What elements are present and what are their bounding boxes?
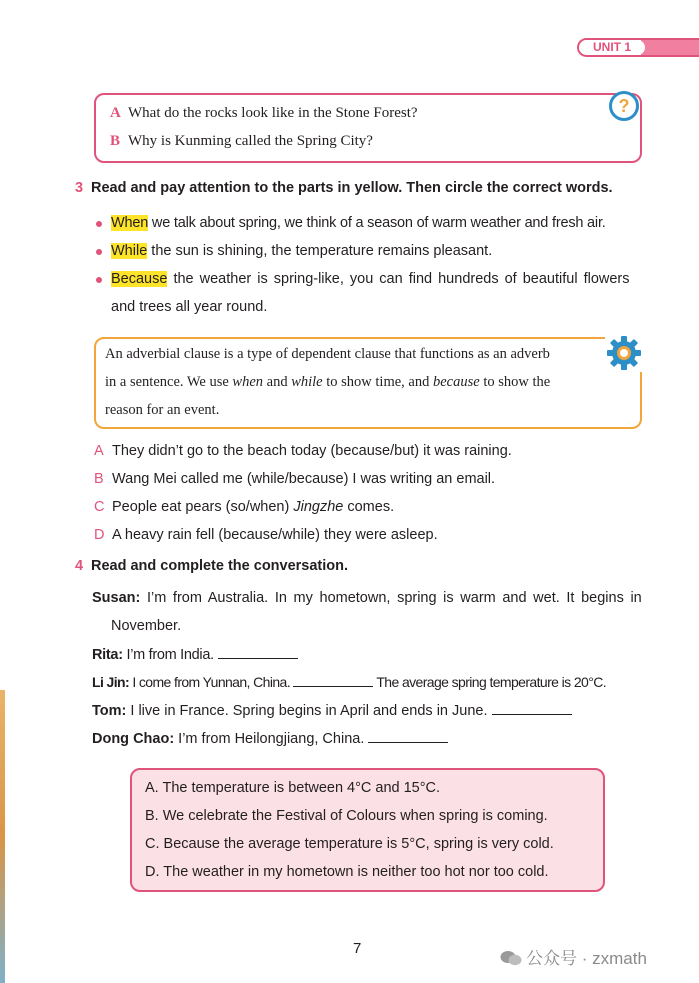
option-d: D. The weather in my hometown is neither too hot nor too cold. <box>145 864 549 880</box>
question-letter: C <box>94 499 105 515</box>
grammar-text: in a sentence. We use <box>105 374 233 390</box>
answer-blank[interactable] <box>368 730 448 743</box>
example-2 <box>111 243 492 259</box>
unit-tag <box>577 38 699 57</box>
answer-blank[interactable] <box>218 646 298 659</box>
grammar-text: and <box>263 374 292 390</box>
bullet-dot <box>96 221 102 227</box>
example-text: the weather is spring-like, you can find hundreds of beautiful flowers <box>167 271 630 287</box>
question-text: A heavy rain fell (because/while) they were asleep. <box>112 527 438 543</box>
exercise-number: 4 <box>75 558 84 574</box>
speaker-text: The average spring temperature is 20°C. <box>373 674 606 690</box>
option-c: C. Because the average temperature is 5°C, spring is very cold. <box>145 836 554 852</box>
conversation-line-li-jin <box>92 674 606 690</box>
speaker-name: Susan: <box>92 590 141 606</box>
unit-label: UNIT 1 <box>579 40 645 55</box>
exercise-3-question-b <box>94 471 495 487</box>
question-text: What do the rocks look like in the Stone Forest? <box>128 105 418 121</box>
bullet-dot <box>96 249 102 255</box>
bullet-dot <box>96 277 102 283</box>
example-3 <box>111 271 630 287</box>
question-box <box>94 93 642 163</box>
question-italic-term: Jingzhe <box>293 499 344 515</box>
speaker-name: Rita: <box>92 647 123 663</box>
question-text: Wang Mei called me (while/because) I was writing an email. <box>112 471 496 487</box>
question-letter: B <box>110 133 121 149</box>
grammar-keyword: when <box>232 374 264 390</box>
question-text: Why is Kunming called the Spring City? <box>128 133 373 149</box>
wechat-icon <box>500 950 522 966</box>
speaker-text: I come from Yunnan, China. <box>129 674 294 690</box>
exercise-title: Read and pay attention to the parts in yellow. Then circle the correct words. <box>91 180 613 196</box>
watermark <box>500 944 647 969</box>
option-a: A. The temperature is between 4°C and 15°C. <box>145 780 441 796</box>
highlighted-word: Because <box>111 271 168 287</box>
conversation-line-rita <box>92 646 298 663</box>
speaker-text: I’m from Heilongjiang, China. <box>174 731 369 747</box>
grammar-line-3: reason for an event. <box>105 402 220 418</box>
question-letter: A <box>94 443 104 459</box>
question-letter: A <box>110 105 121 121</box>
example-3-continued: and trees all year round. <box>111 299 268 315</box>
grammar-keyword: while <box>291 374 323 390</box>
example-text: the sun is shining, the temperature remains pleasant. <box>147 243 493 259</box>
question-b <box>110 133 373 150</box>
grammar-line-2 <box>105 374 550 391</box>
unit-tag-fill <box>641 40 699 55</box>
conversation-line-dong-chao <box>92 730 448 747</box>
exercise-title: Read and complete the conversation. <box>91 558 349 574</box>
speaker-text: I’m from India. <box>122 647 218 663</box>
option-b: B. We celebrate the Festival of Colours when spring is coming. <box>145 808 548 824</box>
grammar-line-1: An adverbial clause is a type of dependent clause that functions as an adverb <box>105 346 550 362</box>
speaker-name: Li Jin: <box>92 674 130 690</box>
exercise-number: 3 <box>75 180 84 196</box>
conversation-line-tom <box>92 702 572 719</box>
speaker-text: I live in France. Spring begins in April and ends in June. <box>126 703 492 719</box>
question-letter: B <box>94 471 104 487</box>
exercise-4-heading <box>75 558 348 574</box>
question-letter: D <box>94 527 105 543</box>
speaker-name: Dong Chao: <box>92 731 175 747</box>
page-number: 7 <box>353 940 362 957</box>
grammar-text: to show the <box>479 374 551 390</box>
question-text: They didn’t go to the beach today (because/but) it was raining. <box>112 443 512 459</box>
question-text: People eat pears (so/when) <box>112 499 294 515</box>
question-icon: ? <box>609 91 639 121</box>
gear-icon <box>605 334 643 372</box>
exercise-3-question-a <box>94 443 512 459</box>
conversation-line-susan-continued: November. <box>111 618 182 634</box>
question-a <box>110 105 418 122</box>
watermark-text: 公众号 · zxmath <box>526 949 647 968</box>
grammar-text: to show time, and <box>322 374 433 390</box>
conversation-line-susan <box>92 590 642 606</box>
side-image-strip <box>0 690 5 983</box>
example-1 <box>111 215 606 231</box>
highlighted-word: While <box>111 243 148 259</box>
grammar-keyword: because <box>432 374 480 390</box>
exercise-3-question-c <box>94 499 394 515</box>
question-text: comes. <box>343 499 395 515</box>
answer-blank[interactable] <box>492 702 572 715</box>
example-text: we talk about spring, we think of a season of warm weather and fresh air. <box>148 215 606 231</box>
answer-blank[interactable] <box>293 674 373 687</box>
highlighted-word: When <box>111 215 149 231</box>
speaker-text: I’m from Australia. In my hometown, spring is warm and wet. It begins in <box>140 590 642 606</box>
speaker-name: Tom: <box>92 703 127 719</box>
exercise-3-question-d <box>94 527 438 543</box>
exercise-3-heading <box>75 180 613 196</box>
